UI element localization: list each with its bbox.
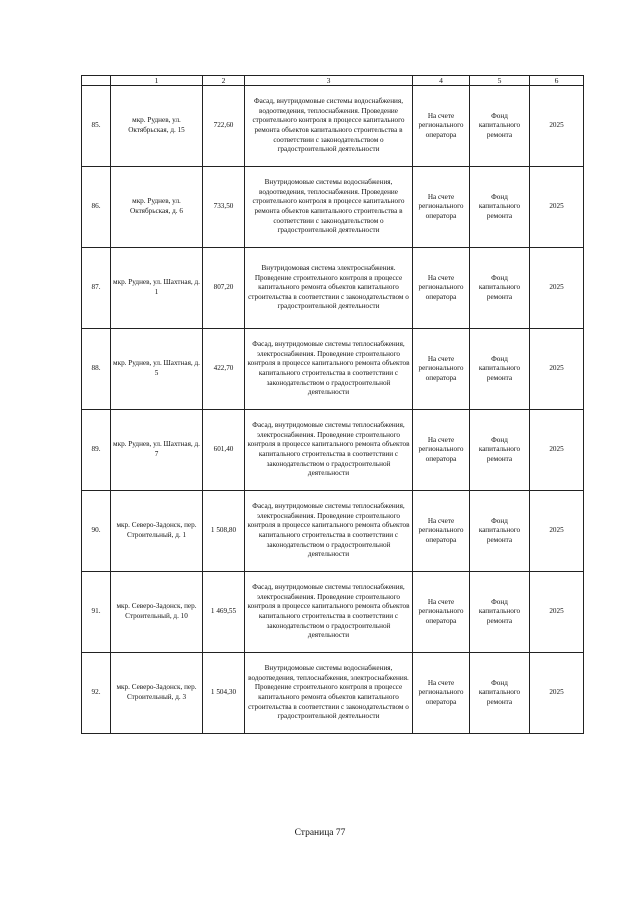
year-cell: 2025	[530, 329, 584, 410]
works-description-cell: Внутридомовая система электроснабжения. Проведение строительного контроля в процессе капитального ремонта объектов капитального строительства в соответствии с законодательством о градостроительной деятельности	[245, 248, 413, 329]
page-number: Страница 77	[294, 828, 346, 838]
table-row	[82, 167, 584, 248]
address-cell: мкр. Руднев, ул. Октябрьская, д. 6	[111, 167, 203, 248]
header-cell-2: 2	[203, 76, 245, 86]
row-number-cell: 92.	[82, 653, 111, 734]
table-row	[82, 410, 584, 491]
year-cell: 2025	[530, 491, 584, 572]
works-description-cell: Фасад, внутридомовые системы теплоснабжения, электроснабжения. Проведение строительного контроля в процессе капитального ремонта объектов капитального строительства в соответствии с законодательством о градостроительной деятельности	[245, 572, 413, 653]
funding-source-cell: Фонд капитального ремонта	[470, 167, 530, 248]
row-number-cell: 88.	[82, 329, 111, 410]
address-cell: мкр. Северо-Задонск, пер. Строительный, д. 3	[111, 653, 203, 734]
address-cell: мкр. Северо-Задонск, пер. Строительный, д. 10	[111, 572, 203, 653]
funding-source-cell: Фонд капитального ремонта	[470, 248, 530, 329]
header-cell-3: 3	[245, 76, 413, 86]
row-number-cell: 85.	[82, 86, 111, 167]
table-row	[82, 248, 584, 329]
fund-method-cell: На счете регионального оператора	[413, 86, 470, 167]
table-row	[82, 491, 584, 572]
works-description-cell: Внутридомовые системы водоснабжения, водоотведения, теплоснабжения, электроснабжения. Проведение строительного контроля в процессе капитального ремонта объектов капитального строительства в соответствии с законодательством о градостроительной деятельности	[245, 653, 413, 734]
fund-method-cell: На счете регионального оператора	[413, 653, 470, 734]
area-cell: 722,60	[203, 86, 245, 167]
row-number-cell: 87.	[82, 248, 111, 329]
year-cell: 2025	[530, 572, 584, 653]
funding-source-cell: Фонд капитального ремонта	[470, 410, 530, 491]
address-cell: мкр. Руднев, ул. Октябрьская, д. 15	[111, 86, 203, 167]
table-row	[82, 572, 584, 653]
address-cell: мкр. Руднев, ул. Шахтная, д. 5	[111, 329, 203, 410]
row-number-cell: 89.	[82, 410, 111, 491]
header-cell-1: 1	[111, 76, 203, 86]
address-cell: мкр. Руднев, ул. Шахтная, д. 1	[111, 248, 203, 329]
header-row	[82, 76, 584, 86]
area-cell: 601,40	[203, 410, 245, 491]
table-row	[82, 653, 584, 734]
header-cell-5: 5	[470, 76, 530, 86]
header-cell-num	[82, 76, 111, 86]
area-cell: 733,50	[203, 167, 245, 248]
funding-source-cell: Фонд капитального ремонта	[470, 86, 530, 167]
year-cell: 2025	[530, 248, 584, 329]
address-cell: мкр. Северо-Задонск, пер. Строительный, д. 1	[111, 491, 203, 572]
works-description-cell: Внутридомовые системы водоснабжения, водоотведения, теплоснабжения. Проведение строительного контроля в процессе капитального ремонта объектов капитального строительства в соответствии с законодательством о градостроительной деятельности	[245, 167, 413, 248]
row-number-cell: 90.	[82, 491, 111, 572]
row-number-cell: 86.	[82, 167, 111, 248]
repair-program-table	[81, 75, 584, 734]
area-cell: 1 508,80	[203, 491, 245, 572]
header-cell-4: 4	[413, 76, 470, 86]
works-description-cell: Фасад, внутридомовые системы водоснабжения, водоотведения, теплоснабжения. Проведение строительного контроля в процессе капитального ремонта объектов капитального строительства в соответствии с законодательством о градостроительной деятельности	[245, 86, 413, 167]
area-cell: 1 469,55	[203, 572, 245, 653]
area-cell: 422,70	[203, 329, 245, 410]
funding-source-cell: Фонд капитального ремонта	[470, 572, 530, 653]
table-row	[82, 329, 584, 410]
funding-source-cell: Фонд капитального ремонта	[470, 491, 530, 572]
fund-method-cell: На счете регионального оператора	[413, 248, 470, 329]
works-description-cell: Фасад, внутридомовые системы теплоснабжения, электроснабжения. Проведение строительного контроля в процессе капитального ремонта объектов капитального строительства в соответствии с законодательством о градостроительной деятельности	[245, 329, 413, 410]
year-cell: 2025	[530, 167, 584, 248]
funding-source-cell: Фонд капитального ремонта	[470, 329, 530, 410]
address-cell: мкр. Руднев, ул. Шахтная, д. 7	[111, 410, 203, 491]
area-cell: 1 504,30	[203, 653, 245, 734]
funding-source-cell: Фонд капитального ремонта	[470, 653, 530, 734]
row-number-cell: 91.	[82, 572, 111, 653]
year-cell: 2025	[530, 410, 584, 491]
works-description-cell: Фасад, внутридомовые системы теплоснабжения, электроснабжения. Проведение строительного контроля в процессе капитального ремонта объектов капитального строительства в соответствии с законодательством о градостроительной деятельности	[245, 410, 413, 491]
fund-method-cell: На счете регионального оператора	[413, 410, 470, 491]
year-cell: 2025	[530, 86, 584, 167]
header-cell-6: 6	[530, 76, 584, 86]
works-description-cell: Фасад, внутридомовые системы теплоснабжения, электроснабжения. Проведение строительного контроля в процессе капитального ремонта объектов капитального строительства в соответствии с законодательством о градостроительной деятельности	[245, 491, 413, 572]
area-cell: 807,20	[203, 248, 245, 329]
year-cell: 2025	[530, 653, 584, 734]
fund-method-cell: На счете регионального оператора	[413, 167, 470, 248]
fund-method-cell: На счете регионального оператора	[413, 491, 470, 572]
table-row	[82, 86, 584, 167]
fund-method-cell: На счете регионального оператора	[413, 329, 470, 410]
fund-method-cell: На счете регионального оператора	[413, 572, 470, 653]
